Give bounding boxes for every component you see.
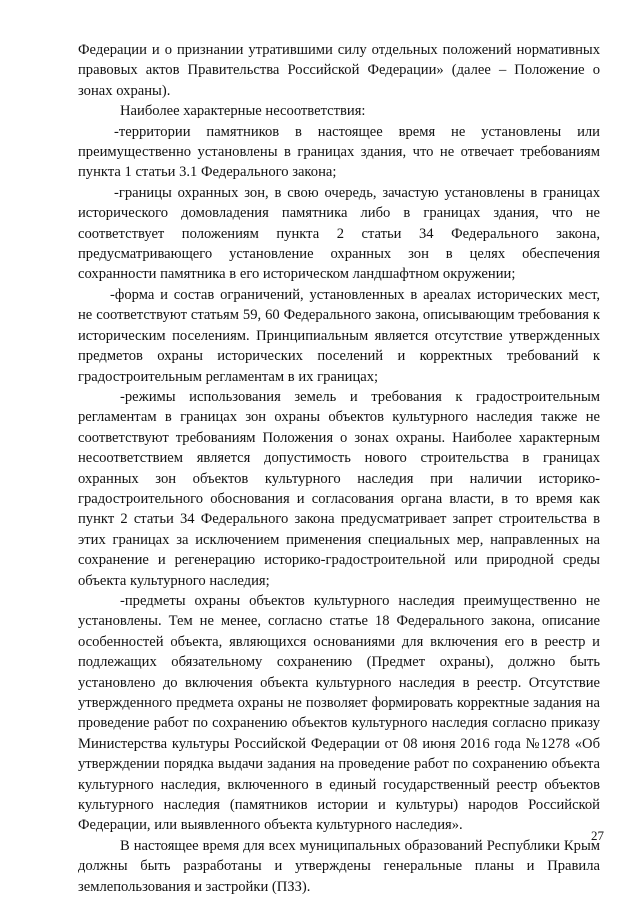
paragraph-list-item: -форма и состав ограничений, установленных в ареалах исторических мест, не соответствуют статьям 59, 60 Федерального закона, описывающим требования к историческим поселениям. Принципиальным является отсутствие утвержденных предметов охраны исторических поселений и корректных требований к градостроительным регламентам в их границах; [78, 286, 600, 385]
document-body [78, 40, 600, 897]
paragraph-list-item: -территории памятников в настоящее время не установлены или преимущественно установлены в границах здания, что не отвечает требованиям пункта 1 статьи 3.1 Федерального закона; [78, 123, 600, 181]
page-number: 27 [591, 828, 604, 843]
paragraph-continuation: Федерации и о признании утратившими силу отдельных положений нормативных правовых актов Правительства Российской Федерации» (далее – Положение о зонах охраны). [78, 42, 600, 99]
paragraph-intro: Наиболее характерные несоответствия: [120, 103, 366, 120]
paragraph-list-item: -границы охранных зон, в свою очередь, зачастую установлены в границах исторического домовладения памятника либо в границах здания, что не соответствует положениям пункта 2 статьи 34 Федерального закона, предусматривающего установление охранных зон в целях обеспечения сохранности памятника в его историческом ландшафтном окружении; [78, 184, 600, 283]
paragraph-list-item: -режимы использования земель и требования к градостроительным регламентам в границах зон охраны объектов культурного наследия также не соответствуют требованиям Положения о зонах охраны. Наиболее характерным несоответствием является допустимость нового строительства в границах охранных зон объектов культурного наследия при наличии историко-градостроительного обоснования и согласования органа власти, в то время как пункт 2 статьи 34 Федерального закона предусматривает запрет строительства в этих границах за исключением применения специальных мер, направленных на сохранение и регенерацию историко-градостроительной или природной среды объекта культурного наследия; [78, 388, 600, 589]
paragraph-list-item: -предметы охраны объектов культурного наследия преимущественно не установлены. Тем не менее, согласно статье 18 Федерального закона, описание особенностей объекта, являющихся основаниями для включения его в реестр и подлежащих обязательному сохранению (Предмет охраны), должно быть установлено до включения объекта культурного наследия в реестр. Отсутствие утвержденного предмета охраны не позволяет формировать корректные задания на проведение работ по сохранению объектов культурного наследия согласно приказу Министерства культуры Российской Федерации от 08 июня 2016 года №1278 «Об утверждении порядка выдачи задания на проведение работ по сохранению объекта культурного наследия, включенного в единый государственный реестр объектов культурного наследия (памятников истории и культуры) народов Российской Федерации, или выявленного объекта культурного наследия». [78, 592, 600, 834]
paragraph-conclusion: В настоящее время для всех муниципальных образований Республики Крым должны быть разработаны и утверждены генеральные планы и Правила землепользования и застройки (ПЗЗ). [78, 837, 600, 895]
